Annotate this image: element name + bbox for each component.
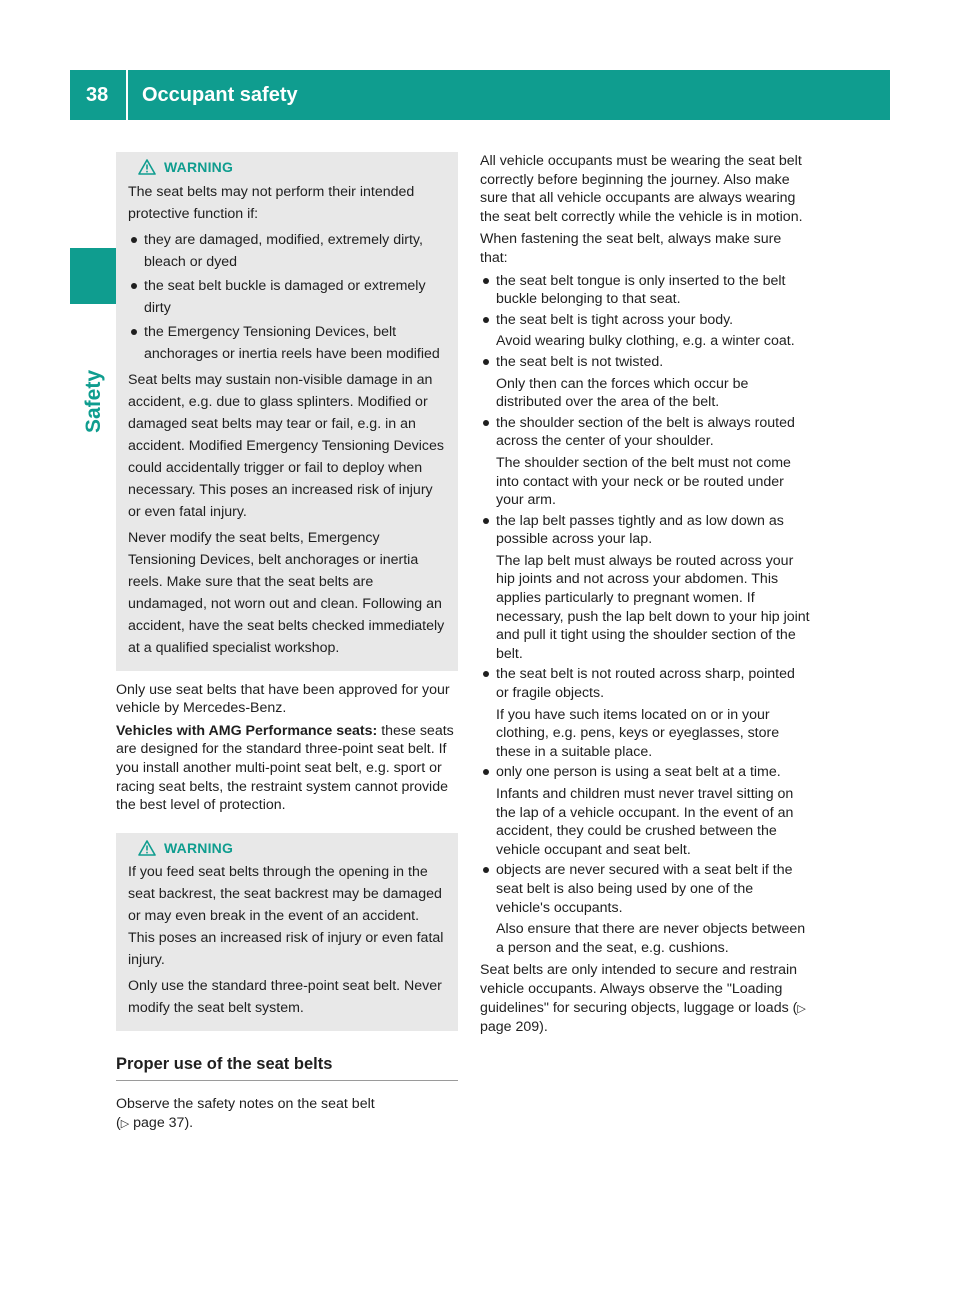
list-item: the seat belt is not twisted. Only then can the forces which occur be distributed over the area of the belt.: [480, 353, 811, 412]
amg-text: these seats are designed for the standard three-point seat belt. If you install another multi-point seat belt, e.g. sport or racing seat belts, the restraint system cannot provide the best level of protection.: [116, 722, 454, 814]
page-number: 38: [86, 84, 109, 106]
section-tab-label: Safety: [82, 369, 105, 433]
warning-intro: The seat belts may not perform their intended protective function if:: [128, 183, 415, 222]
page-ref-arrow-icon: ▷: [120, 1117, 130, 1130]
warning-paragraph: Seat belts may sustain non-visible damage in an accident, e.g. due to glass splinters. Modified or damaged seat belts may tear or fail, e.g. in an accident. Modified Emergency Tensioning Devices could accidentally trigger or fail to deploy when necessary. This poses an increased risk of injury or even fatal injury.: [128, 371, 444, 520]
warning-triangle-icon: [138, 159, 156, 175]
header-divider: [126, 70, 128, 120]
page-ref-arrow-icon: ▷: [797, 1002, 806, 1015]
list-item: the shoulder section of the belt is always routed across the center of your shoulder. The shoulder section of the belt must not come into contact with your neck or be routed under your arm.: [480, 414, 811, 510]
amg-paragraph: [116, 722, 458, 815]
list-item-note: If you have such items located on or in your clothing, e.g. pens, keys or eyeglasses, store these in a suitable place.: [496, 706, 780, 760]
left-column: [116, 152, 458, 1137]
warning-title: WARNING: [164, 159, 234, 175]
fastening-paragraph: When fastening the seat belt, always make sure that:: [480, 231, 782, 266]
page-reference-link[interactable]: page 209).: [480, 1019, 548, 1036]
warning-triangle-icon: [138, 840, 156, 856]
observe-text: Observe the safety notes on the seat belt: [116, 1095, 375, 1112]
intro-paragraph: All vehicle occupants must be wearing the seat belt correctly before beginning the journey. Also make sure that all vehicle occupants are always wearing the seat belt correctly while the vehicle is in motion.: [480, 153, 803, 225]
page-title: Occupant safety: [142, 84, 298, 106]
warning-box: [116, 152, 458, 671]
list-item: the Emergency Tensioning Devices, belt anchorages or inertia reels have been modified: [128, 321, 448, 365]
list-item-note: Avoid wearing bulky clothing, e.g. a winter coat.: [496, 333, 795, 350]
warning-paragraph: Never modify the seat belts, Emergency Tensioning Devices, belt anchorages or inertia reels. Make sure that the seat belts are undamaged, not worn out and clean. Following an accident, have the seat belts checked immediately at a qualified specialist workshop.: [128, 529, 445, 656]
warning-title: WARNING: [164, 839, 234, 856]
warning-header: [138, 158, 448, 177]
list-item-note: Also ensure that there are never objects between a person and the seat, e.g. cushions.: [496, 921, 806, 956]
warning-paragraph: Only use the standard three-point seat belt. Never modify the seat belt system.: [128, 978, 442, 1017]
amg-label: Vehicles with AMG Performance seats:: [116, 722, 378, 739]
belt-checklist: [480, 272, 811, 958]
section-heading: Proper use of the seat belts: [116, 1055, 458, 1081]
list-item: the seat belt is not routed across sharp, pointed or fragile objects. If you have such items located on or in your clothing, e.g. pens, keys or eyeglasses, store these in a suitable place.: [480, 665, 811, 761]
list-item: they are damaged, modified, extremely dirty, bleach or dyed: [128, 229, 448, 273]
list-item-note: Only then can the forces which occur be distributed over the area of the belt.: [496, 375, 749, 411]
loading-paragraph: Seat belts are only intended to secure and restrain vehicle occupants. Always observe the "Loading guidelines" for securing objects, luggage or loads (▷ page 209).: [480, 962, 806, 1036]
observe-paragraph: Observe the safety notes on the seat belt (▷ page 37).: [116, 1095, 375, 1131]
right-column: [480, 152, 811, 1041]
list-item: the seat belt is tight across your body. Avoid wearing bulky clothing, e.g. a winter coat.: [480, 311, 811, 351]
warning-box: [116, 833, 458, 1032]
list-item: the seat belt buckle is damaged or extremely dirty: [128, 275, 448, 319]
warning-list: [128, 229, 448, 365]
warning-header: [138, 839, 448, 858]
list-item-note: Infants and children must never travel sitting on the lap of a vehicle occupant. In the event of an accident, they could be crushed between the vehicle occupant and seat belt.: [496, 786, 794, 858]
list-item: the seat belt tongue is only inserted to the belt buckle belonging to that seat.: [480, 272, 811, 309]
list-item: only one person is using a seat belt at a time. Infants and children must never travel sitting on the lap of a vehicle occupant. In the event of an accident, they could be crushed between the vehicle occupant and seat belt.: [480, 763, 811, 859]
warning-paragraph: If you feed seat belts through the opening in the seat backrest, the seat backrest may be damaged or may even break in the event of an accident. This poses an increased risk of injury or even fatal injury.: [128, 864, 444, 969]
list-item: the lap belt passes tightly and as low down as possible across your lap. The lap belt must always be routed across your hip joints and not across your abdomen. This applies particularly to pregnant women. If necessary, push the lap belt down to your hip joint and pull it tight using the shoulder section of the belt.: [480, 512, 811, 664]
list-item: objects are never secured with a seat belt if the seat belt is also being used by one of the vehicle's occupants. Also ensure that there are never objects between a person and the seat, e.g. cushions.: [480, 861, 811, 957]
approved-belts-paragraph: Only use seat belts that have been approved for your vehicle by Mercedes-Benz.: [116, 681, 450, 717]
page-reference-link[interactable]: page 37).: [133, 1114, 194, 1131]
list-item-note: The shoulder section of the belt must not come into contact with your neck or be routed under your arm.: [496, 454, 791, 509]
list-item-note: The lap belt must always be routed across your hip joints and not across your abdomen. This applies particularly to pregnant women. If necessary, push the lap belt down to your hip joint and pull it tight using the shoulder section of the belt.: [496, 552, 810, 662]
